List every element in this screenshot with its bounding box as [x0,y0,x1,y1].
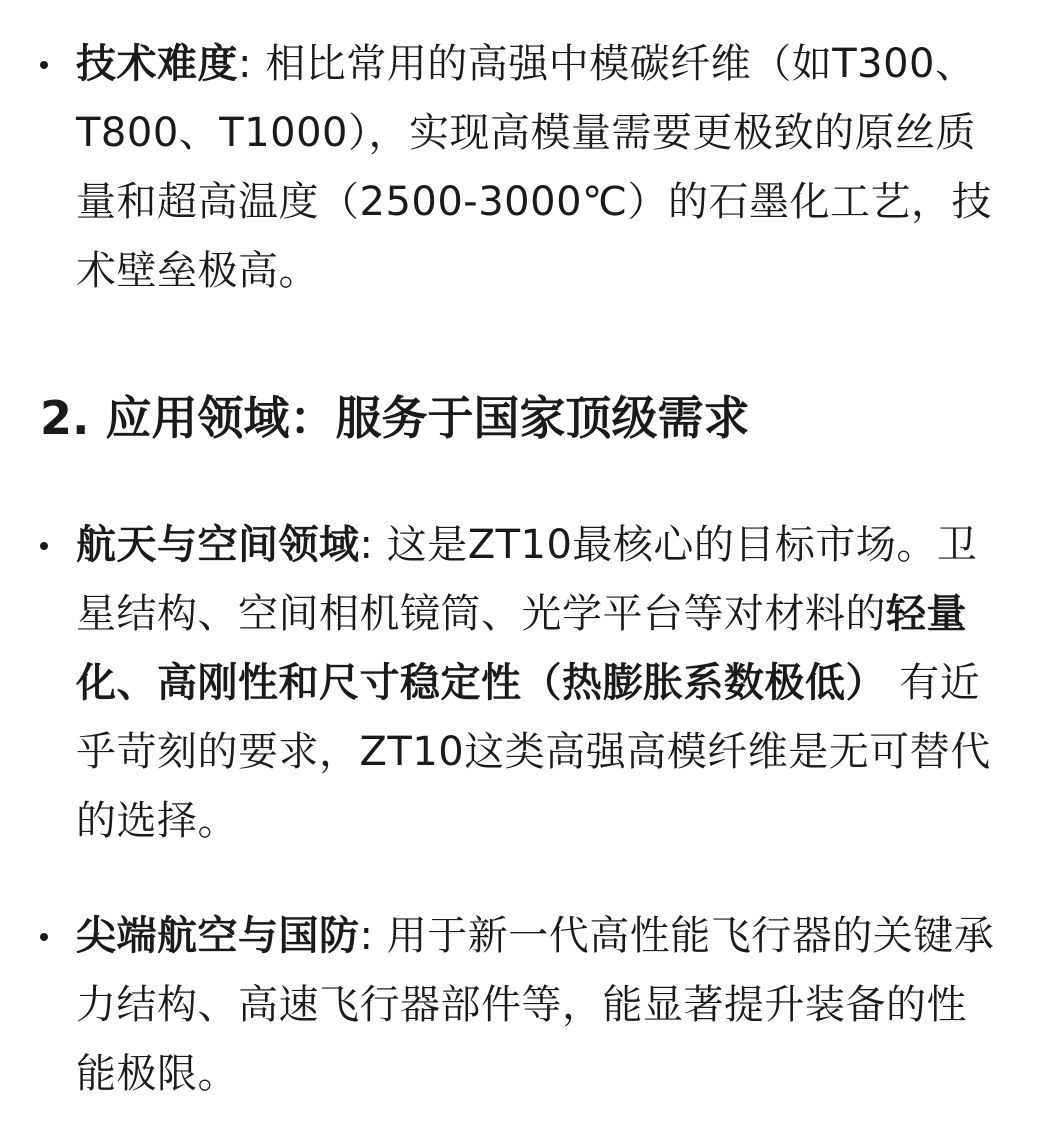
bullet-technical-difficulty [40,30,1002,306]
bullet-dot [40,542,48,550]
bullet-colon: : [238,41,252,87]
bullet-dot [40,933,48,941]
section-heading: 2. 应用领域：服务于国家顶级需求 [40,391,750,445]
bullet-title: 技术难度 [76,41,238,87]
bullet-aerospace [40,511,1002,856]
bullet-aviation-defense [40,902,1002,1109]
bullet-colon: : [359,913,374,959]
bullet-title: 尖端航空与国防 [76,913,360,959]
bullet-text: 相比常用的高强中模碳纤维（如T300、T800、T1000），实现高模量需要更极致的原丝质量和超高温度（2500-3000℃）的石墨化工艺，技术壁垒极高。 [76,41,992,294]
bullet-text: 用于新一代高性能飞行器的关键承力结构、高速飞行器部件等，能显著提升装备的性能极限。 [76,913,995,1097]
bullet-dot [40,61,48,69]
bullet-colon: : [359,522,374,568]
bullet-text-tail: 有近乎苛刻的要求，ZT10这类高强高模纤维是无可替代的选择。 [76,660,991,844]
bullet-text: 这是ZT10最核心的目标市场。卫星结构、空间相机镜筒、光学平台等对材料的 [76,522,978,637]
bullet-title: 航天与空间领域 [76,522,360,568]
bullet-emphasis: 轻量化、高刚性和尺寸稳定性（热膨胀系数极低） [76,591,967,706]
